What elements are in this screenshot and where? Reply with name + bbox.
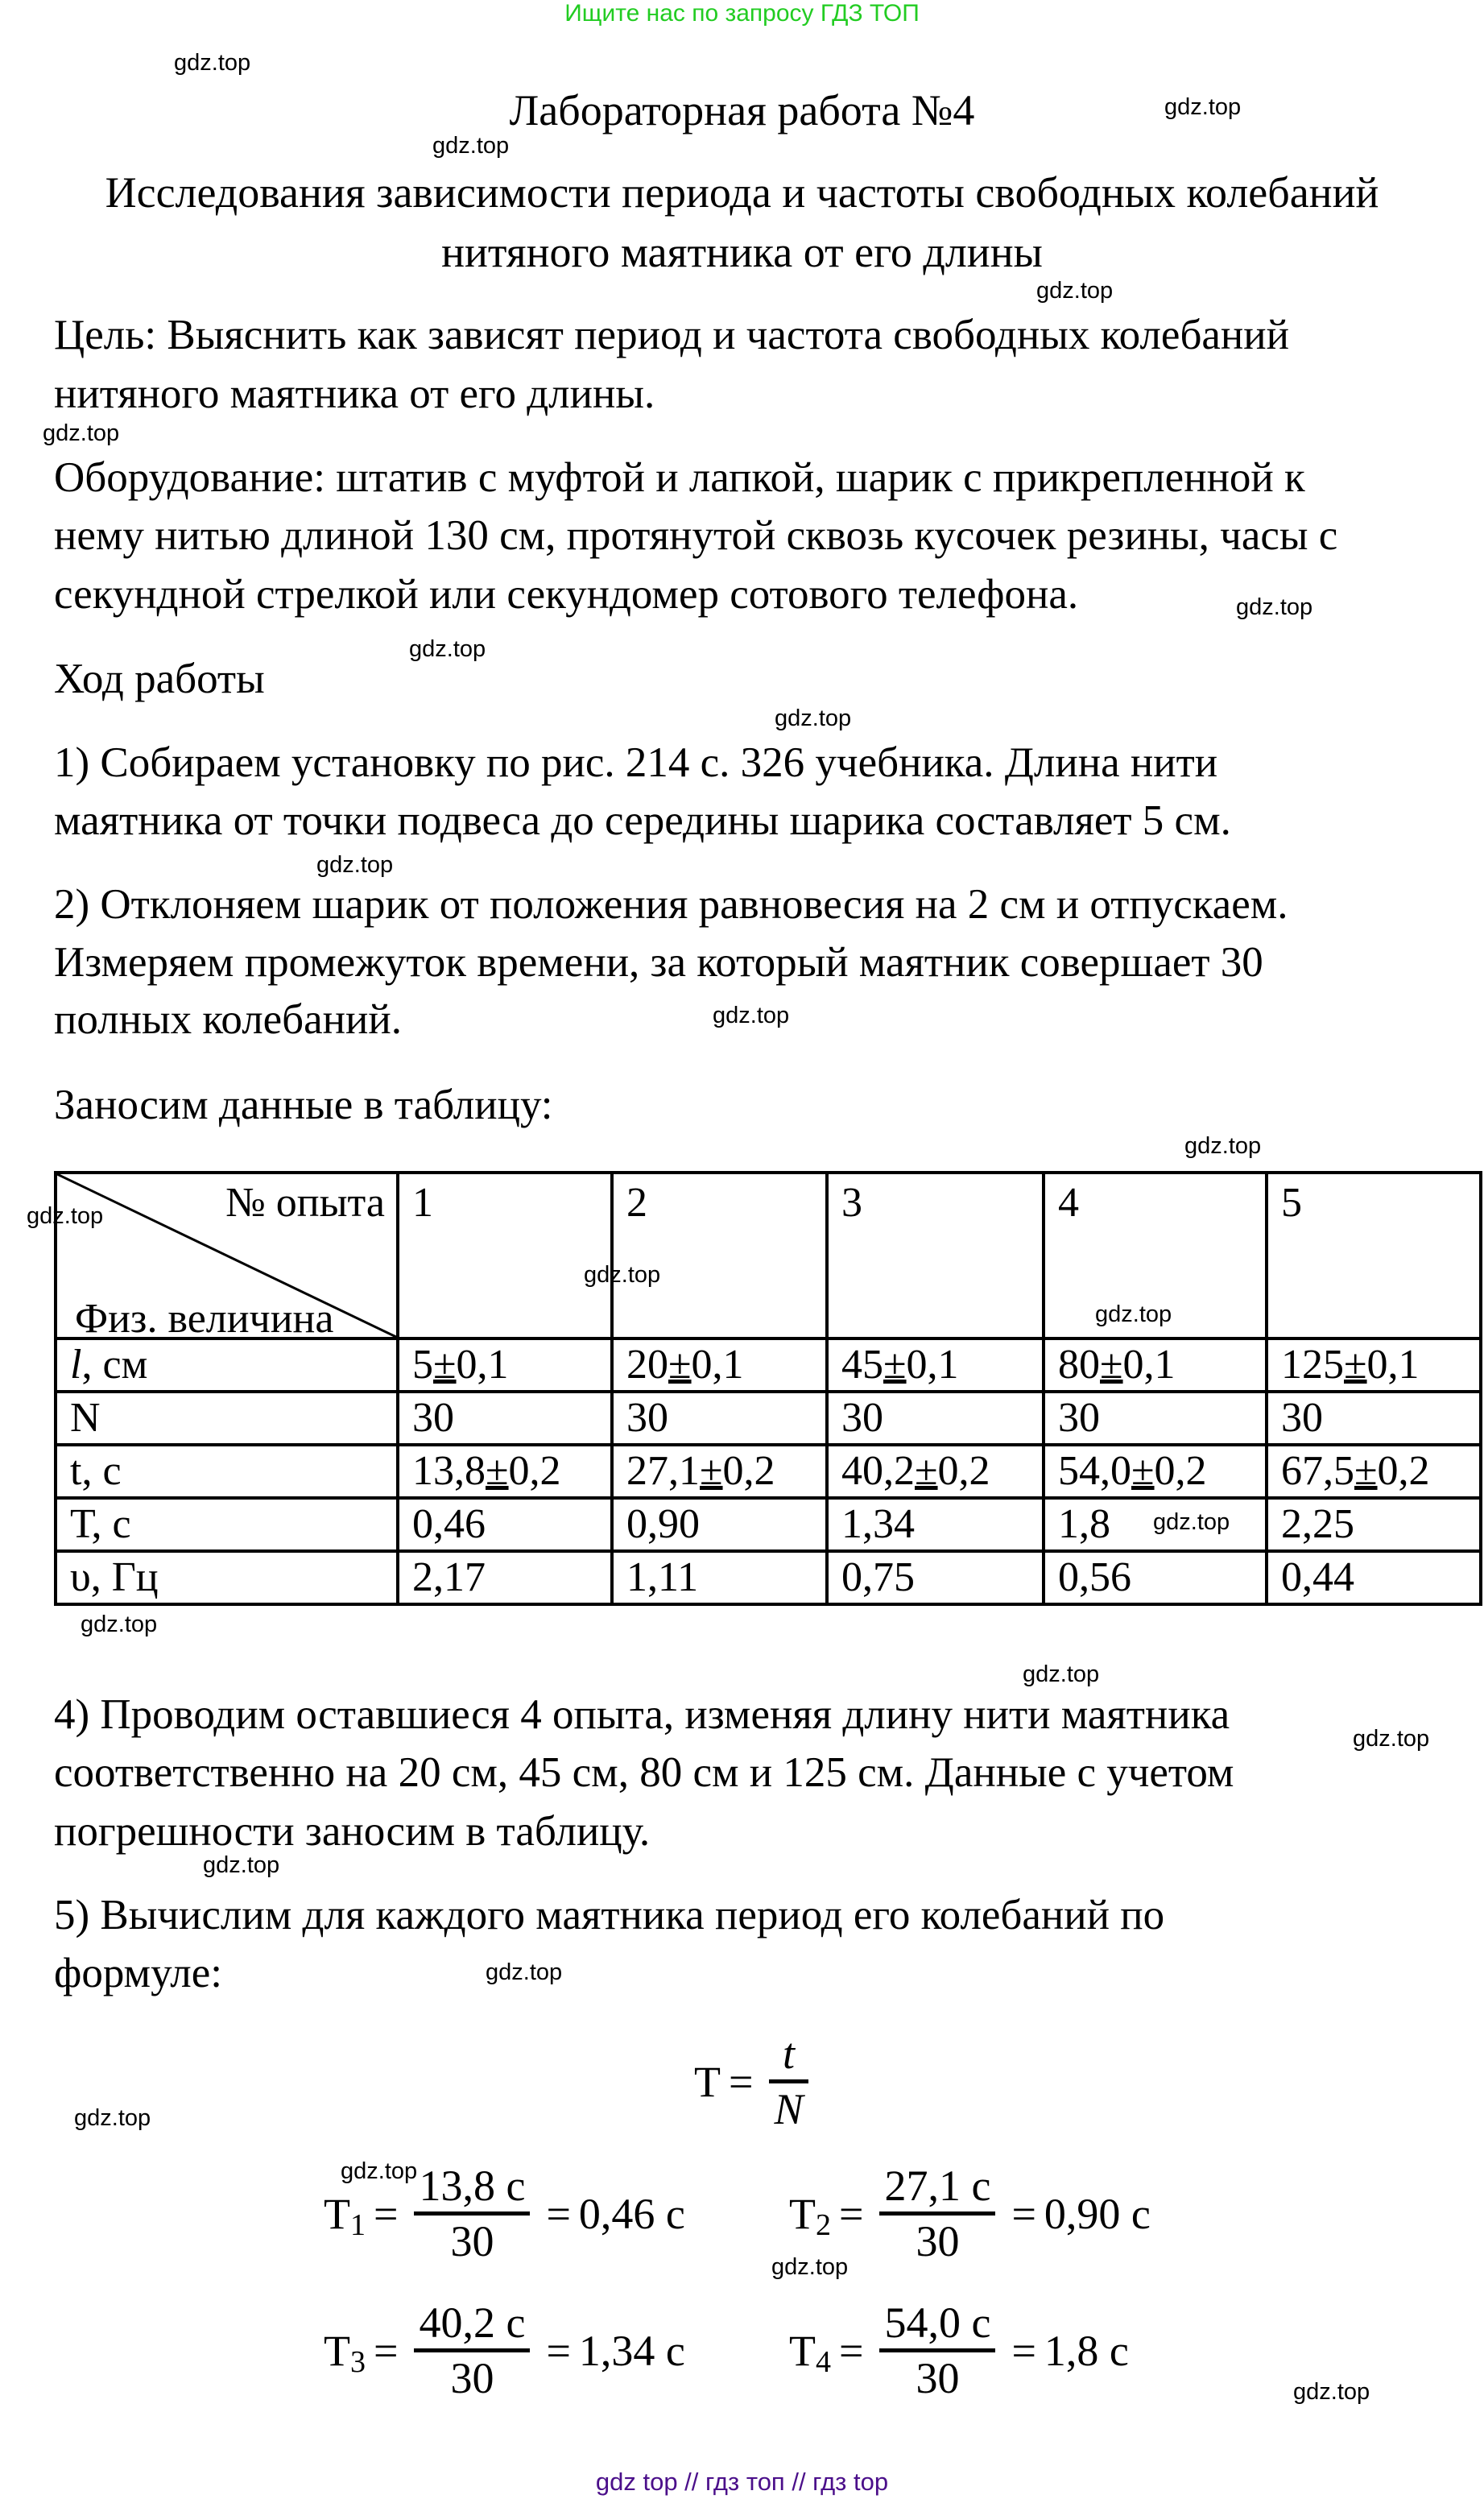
watermark: gdz.top	[316, 852, 394, 878]
formula-lhs: T	[694, 2057, 721, 2106]
period-subscript: 3	[350, 2344, 366, 2379]
numerator: 13,8 с	[419, 2162, 526, 2210]
table-row	[56, 1392, 1481, 1445]
cell-error: 0,2	[1154, 1448, 1207, 1494]
table-cell	[1044, 1392, 1267, 1445]
page-title: Лабораторная работа №4	[509, 86, 975, 134]
column-header: 2	[612, 1173, 827, 1338]
procedure-heading: Ход работы	[54, 656, 265, 702]
equals-sign: =	[374, 2326, 399, 2375]
plus-minus-symbol: ±	[1131, 1448, 1155, 1494]
table-cell	[1267, 1338, 1481, 1392]
row-label	[56, 1498, 398, 1551]
table-cell	[398, 1498, 612, 1551]
equals-sign: =	[546, 2326, 571, 2375]
row-label-text: t, с	[70, 1448, 122, 1494]
equals-sign: =	[729, 2057, 754, 2106]
period-calculation-3	[324, 2297, 685, 2404]
table-row	[56, 1338, 1481, 1392]
table-corner-cell	[56, 1173, 398, 1338]
cell-value: 30	[412, 1395, 454, 1441]
watermark: gdz.top	[43, 420, 120, 446]
watermark: gdz.top	[1236, 594, 1313, 620]
denominator: 30	[916, 2354, 960, 2402]
table-cell	[1044, 1551, 1267, 1604]
table-cell	[612, 1392, 827, 1445]
cell-value: 30	[1281, 1395, 1323, 1441]
step4-line-3: погрешности заносим в таблицу.	[54, 1808, 651, 1855]
cell-error: 0,2	[508, 1448, 561, 1494]
period-formula	[694, 2028, 816, 2135]
column-header: 1	[398, 1173, 612, 1338]
plus-minus-symbol: ±	[883, 1342, 907, 1388]
table-cell	[827, 1445, 1044, 1498]
period-calculation-4	[789, 2297, 1129, 2404]
denominator: 30	[916, 2217, 960, 2265]
row-label-text: N	[70, 1395, 101, 1441]
step2-line-2: Измеряем промежуток времени, за который маятник совершает 30	[54, 939, 1263, 986]
cell-value: 1,11	[626, 1554, 699, 1600]
cell-value: 5	[412, 1342, 433, 1388]
column-header: 3	[827, 1173, 1044, 1338]
goal-line-1: Цель: Выяснить как зависят период и частота свободных колебаний	[54, 312, 1290, 358]
experiment-number-label: № опыта	[225, 1180, 385, 1226]
cell-value: 125	[1281, 1342, 1344, 1388]
row-label	[56, 1551, 398, 1604]
period-symbol: T	[789, 2189, 816, 2238]
column-header: 4	[1044, 1173, 1267, 1338]
cell-value: 54,0	[1058, 1448, 1131, 1494]
table-cell	[1044, 1338, 1267, 1392]
denominator: 30	[450, 2354, 494, 2402]
cell-value: 2,25	[1281, 1501, 1354, 1547]
fraction	[414, 2297, 530, 2404]
table-intro: Заносим данные в таблицу:	[54, 1082, 553, 1128]
cell-error: 0,2	[937, 1448, 990, 1494]
result: 0,90 с	[1044, 2189, 1151, 2238]
plus-minus-symbol: ±	[668, 1342, 692, 1388]
plus-minus-symbol: ±	[915, 1448, 938, 1494]
watermark: gdz.top	[713, 1003, 790, 1028]
table-cell	[612, 1338, 827, 1392]
row-label-text: υ, Гц	[70, 1554, 159, 1600]
plus-minus-symbol: ±	[700, 1448, 723, 1494]
watermark: gdz.top	[775, 705, 852, 731]
watermark: gdz.top	[1036, 278, 1114, 304]
cell-value: 27,1	[626, 1448, 700, 1494]
cell-error: 0,1	[1122, 1342, 1176, 1388]
watermark: gdz.top	[174, 50, 251, 76]
table-cell	[827, 1551, 1044, 1604]
cell-error: 0,1	[456, 1342, 509, 1388]
step1-line-2: маятника от точки подвеса до середины шарика составляет 5 см.	[54, 797, 1231, 844]
step1-line-1: 1) Собираем установку по рис. 214 с. 326 учебника. Длина нити	[54, 739, 1218, 786]
fraction	[414, 2160, 530, 2267]
cell-value: 0,75	[841, 1554, 915, 1600]
cell-value: 1,8	[1058, 1501, 1110, 1547]
plus-minus-symbol: ±	[486, 1448, 509, 1494]
watermark: gdz.top	[1164, 94, 1242, 120]
watermark: gdz.top	[81, 1612, 158, 1637]
cell-error: 0,1	[906, 1342, 959, 1388]
result: 1,8 с	[1044, 2326, 1129, 2375]
equals-sign: =	[546, 2189, 571, 2238]
cell-value: 0,46	[412, 1501, 486, 1547]
watermark: gdz.top	[771, 2254, 849, 2280]
data-table	[54, 1171, 1482, 1606]
column-header: 5	[1267, 1173, 1481, 1338]
numerator: t	[782, 2029, 795, 2078]
equals-sign: =	[839, 2189, 864, 2238]
step5-line-2: формуле:	[54, 1950, 222, 1996]
table-cell	[398, 1392, 612, 1445]
cell-error: 0,1	[1366, 1342, 1420, 1388]
period-symbol: T	[324, 2326, 350, 2375]
numerator: 27,1 с	[884, 2162, 991, 2210]
table-cell	[398, 1338, 612, 1392]
table-cell	[827, 1338, 1044, 1392]
period-subscript: 4	[816, 2344, 831, 2379]
period-subscript: 1	[350, 2207, 366, 2242]
step5-line-1: 5) Вычислим для каждого маятника период его колебаний по	[54, 1892, 1165, 1938]
goal-line-2: нитяного маятника от его длины.	[54, 370, 655, 417]
table-cell	[1044, 1445, 1267, 1498]
equipment-line-1: Оборудование: штатив с муфтой и лапкой, шарик с прикрепленной к	[54, 454, 1305, 501]
period-symbol: T	[324, 2189, 350, 2238]
equipment-line-3: секундной стрелкой или секундомер сотового телефона.	[54, 571, 1079, 618]
equals-sign: =	[374, 2189, 399, 2238]
table-cell	[1267, 1392, 1481, 1445]
table-cell	[1267, 1551, 1481, 1604]
plus-minus-symbol: ±	[1344, 1342, 1367, 1388]
cell-value: 13,8	[412, 1448, 486, 1494]
physical-quantity-label: Физ. величина	[75, 1296, 334, 1338]
period-calculation-2	[789, 2160, 1151, 2267]
watermark: gdz.top	[1023, 1661, 1100, 1687]
row-label	[56, 1445, 398, 1498]
cell-error: 0,2	[1377, 1448, 1430, 1494]
fraction	[769, 2028, 808, 2135]
table-cell	[1267, 1498, 1481, 1551]
plus-minus-symbol: ±	[1354, 1448, 1378, 1494]
watermark: gdz.top	[341, 2158, 418, 2184]
cell-value: 30	[841, 1395, 883, 1441]
equals-sign: =	[1011, 2189, 1036, 2238]
period-subscript: 2	[816, 2207, 831, 2242]
table-row	[56, 1498, 1481, 1551]
search-promo-banner[interactable]: Ищите нас по запросу ГДЗ ТОП	[564, 0, 920, 27]
watermark: gdz.top	[1353, 1726, 1430, 1752]
equals-sign: =	[1011, 2326, 1036, 2375]
row-label-symbol: l	[70, 1342, 82, 1388]
cell-value: 30	[1058, 1395, 1100, 1441]
watermark: gdz.top	[432, 133, 510, 159]
cell-value: 80	[1058, 1342, 1100, 1388]
watermark: gdz.top	[1153, 1509, 1230, 1535]
watermark: gdz.top	[1184, 1133, 1262, 1159]
watermark: gdz.top	[27, 1203, 104, 1229]
table-cell	[827, 1498, 1044, 1551]
row-label	[56, 1392, 398, 1445]
cell-value: 0,44	[1281, 1554, 1354, 1600]
step2-line-1: 2) Отклоняем шарик от положения равновесия на 2 см и отпускаем.	[54, 881, 1288, 928]
plus-minus-symbol: ±	[433, 1342, 457, 1388]
cell-value: 30	[626, 1395, 668, 1441]
row-label	[56, 1338, 398, 1392]
table-cell	[1044, 1498, 1267, 1551]
cell-value: 45	[841, 1342, 883, 1388]
numerator: 40,2 с	[419, 2298, 526, 2347]
subtitle-line-2: нитяного маятника от его длины	[441, 228, 1043, 276]
step2-line-3: полных колебаний.	[54, 996, 402, 1043]
step4-line-2: соответственно на 20 см, 45 см, 80 см и 125 см. Данные с учетом	[54, 1749, 1234, 1796]
plus-minus-symbol: ±	[1100, 1342, 1123, 1388]
step4-line-1: 4) Проводим оставшиеся 4 опыта, изменяя длину нити маятника	[54, 1691, 1230, 1738]
period-symbol: T	[789, 2326, 816, 2375]
cell-value: 2,17	[412, 1554, 486, 1600]
watermark: gdz.top	[1095, 1301, 1172, 1327]
fraction	[879, 2297, 995, 2404]
subtitle-line-1: Исследования зависимости периода и частоты свободных колебаний	[105, 168, 1379, 217]
cell-error: 0,1	[691, 1342, 744, 1388]
result: 0,46 с	[578, 2189, 685, 2238]
table-row	[56, 1445, 1481, 1498]
result: 1,34 с	[578, 2326, 685, 2375]
watermark: gdz.top	[584, 1262, 661, 1288]
table-header-row	[56, 1173, 1481, 1338]
table-row	[56, 1551, 1481, 1604]
watermark: gdz.top	[1293, 2379, 1370, 2405]
table-cell	[612, 1551, 827, 1604]
table-cell	[612, 1498, 827, 1551]
denominator: 30	[450, 2217, 494, 2265]
equals-sign: =	[839, 2326, 864, 2375]
cell-value: 1,34	[841, 1501, 915, 1547]
footer-links[interactable]: gdz top // гдз топ // гдз top	[595, 2468, 889, 2496]
numerator: 54,0 с	[884, 2298, 991, 2347]
table-cell	[1267, 1445, 1481, 1498]
fraction	[879, 2160, 995, 2267]
table-cell	[612, 1445, 827, 1498]
table-cell	[827, 1392, 1044, 1445]
cell-value: 40,2	[841, 1448, 915, 1494]
period-calculation-1	[324, 2160, 685, 2267]
cell-error: 0,2	[722, 1448, 775, 1494]
row-label-text: , см	[81, 1342, 148, 1388]
cell-value: 20	[626, 1342, 668, 1388]
equipment-line-2: нему нитью длиной 130 см, протянутой сквозь кусочек резины, часы с	[54, 512, 1338, 559]
cell-value: 0,90	[626, 1501, 700, 1547]
watermark: gdz.top	[409, 636, 486, 662]
denominator: N	[774, 2085, 804, 2133]
row-label-text: Т, с	[70, 1501, 131, 1547]
watermark: gdz.top	[486, 1959, 563, 1985]
table-cell	[398, 1445, 612, 1498]
cell-value: 67,5	[1281, 1448, 1354, 1494]
watermark: gdz.top	[203, 1852, 280, 1878]
cell-value: 0,56	[1058, 1554, 1131, 1600]
table-cell	[398, 1551, 612, 1604]
watermark: gdz.top	[74, 2105, 151, 2131]
